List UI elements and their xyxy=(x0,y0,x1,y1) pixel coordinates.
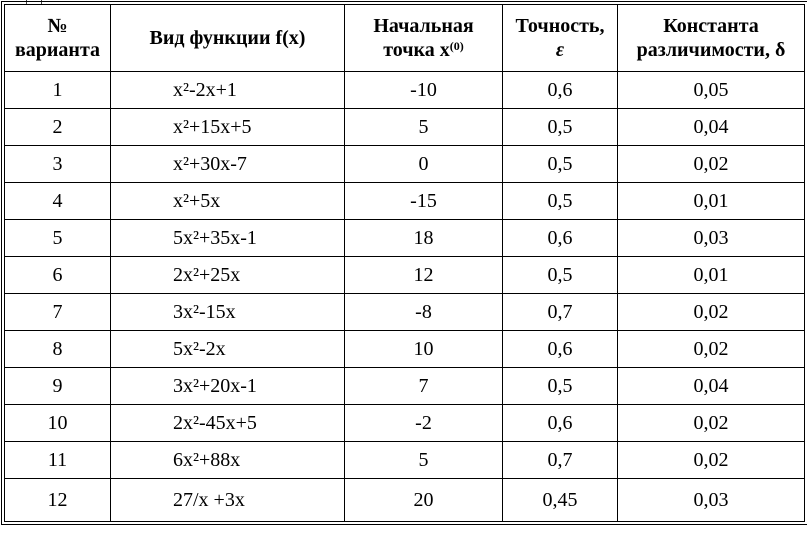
header-variant xyxy=(5,5,111,72)
cell-variant-number: 2 xyxy=(5,109,111,146)
cell-function: 5x²-2x xyxy=(111,331,345,368)
cell-variant-number: 5 xyxy=(5,220,111,257)
header-function xyxy=(111,5,345,72)
cell-start-point: 10 xyxy=(345,331,503,368)
header-start-superscript: (0) xyxy=(449,39,464,53)
table-row xyxy=(5,479,805,522)
cell-precision: 0,7 xyxy=(503,442,618,479)
table-row xyxy=(5,183,805,220)
cell-constant: 0,04 xyxy=(618,368,805,405)
variants-table xyxy=(4,4,805,522)
header-constant-line1: Константа xyxy=(663,15,759,37)
cell-function: 2x²+25x xyxy=(111,257,345,294)
header-constant-line2: различимости, δ xyxy=(636,39,786,61)
cell-precision: 0,6 xyxy=(503,220,618,257)
cell-variant-number: 8 xyxy=(5,331,111,368)
cell-constant: 0,04 xyxy=(618,109,805,146)
cell-variant-number: 10 xyxy=(5,405,111,442)
cell-constant: 0,02 xyxy=(618,146,805,183)
cell-start-point: -8 xyxy=(345,294,503,331)
cell-constant: 0,02 xyxy=(618,405,805,442)
cell-start-point: -2 xyxy=(345,405,503,442)
cell-variant-number: 1 xyxy=(5,72,111,109)
cell-variant-number: 9 xyxy=(5,368,111,405)
cell-constant: 0,02 xyxy=(618,331,805,368)
table-row xyxy=(5,331,805,368)
cell-start-point: 12 xyxy=(345,257,503,294)
cell-variant-number: 7 xyxy=(5,294,111,331)
cell-precision: 0,5 xyxy=(503,146,618,183)
cell-precision: 0,5 xyxy=(503,109,618,146)
header-start-line1: Начальная xyxy=(373,15,474,37)
table-row xyxy=(5,368,805,405)
table-row xyxy=(5,442,805,479)
header-start-point xyxy=(345,5,503,72)
header-precision-symbol: ε xyxy=(555,39,565,61)
cell-precision: 0,6 xyxy=(503,72,618,109)
cell-function: x²+30x-7 xyxy=(111,146,345,183)
header-precision xyxy=(503,5,618,72)
cell-precision: 0,45 xyxy=(503,479,618,522)
cell-constant: 0,05 xyxy=(618,72,805,109)
cell-constant: 0,03 xyxy=(618,479,805,522)
header-variant-line2: варианта xyxy=(14,39,101,61)
header-variant-line1: № xyxy=(47,15,68,37)
cell-variant-number: 3 xyxy=(5,146,111,183)
cell-start-point: 0 xyxy=(345,146,503,183)
table-row xyxy=(5,294,805,331)
cell-constant: 0,02 xyxy=(618,442,805,479)
cell-function: x²+5x xyxy=(111,183,345,220)
cell-variant-number: 6 xyxy=(5,257,111,294)
header-start-line2 xyxy=(345,38,502,62)
header-row xyxy=(5,5,805,72)
cell-precision: 0,6 xyxy=(503,405,618,442)
cell-start-point: 18 xyxy=(345,220,503,257)
table-row xyxy=(5,405,805,442)
cell-precision: 0,5 xyxy=(503,368,618,405)
table-body xyxy=(5,72,805,522)
cell-precision: 0,6 xyxy=(503,331,618,368)
cell-start-point: -15 xyxy=(345,183,503,220)
cell-function: x²-2x+1 xyxy=(111,72,345,109)
cell-constant: 0,01 xyxy=(618,183,805,220)
cell-function: x²+15x+5 xyxy=(111,109,345,146)
cell-precision: 0,5 xyxy=(503,183,618,220)
cell-constant: 0,03 xyxy=(618,220,805,257)
cell-constant: 0,02 xyxy=(618,294,805,331)
cell-variant-number: 12 xyxy=(5,479,111,522)
cell-function: 5x²+35x-1 xyxy=(111,220,345,257)
table-row xyxy=(5,257,805,294)
header-constant xyxy=(618,5,805,72)
table-row xyxy=(5,146,805,183)
cell-constant: 0,01 xyxy=(618,257,805,294)
table-row xyxy=(5,109,805,146)
cell-function: 2x²-45x+5 xyxy=(111,405,345,442)
header-precision-line1: Точность, xyxy=(515,15,605,37)
table-row xyxy=(5,72,805,109)
header-start-text: точка x xyxy=(383,39,450,61)
cell-start-point: 5 xyxy=(345,442,503,479)
cell-variant-number: 11 xyxy=(5,442,111,479)
cell-function: 3x²+20x-1 xyxy=(111,368,345,405)
cell-precision: 0,5 xyxy=(503,257,618,294)
header-function-label: Вид функции f(x) xyxy=(149,27,306,49)
table-row xyxy=(5,220,805,257)
cell-start-point: -10 xyxy=(345,72,503,109)
cell-precision: 0,7 xyxy=(503,294,618,331)
cell-start-point: 5 xyxy=(345,109,503,146)
cell-function: 27/x +3x xyxy=(111,479,345,522)
cell-start-point: 7 xyxy=(345,368,503,405)
cell-function: 3x²-15x xyxy=(111,294,345,331)
cell-function: 6x²+88x xyxy=(111,442,345,479)
cell-variant-number: 4 xyxy=(5,183,111,220)
cell-start-point: 20 xyxy=(345,479,503,522)
